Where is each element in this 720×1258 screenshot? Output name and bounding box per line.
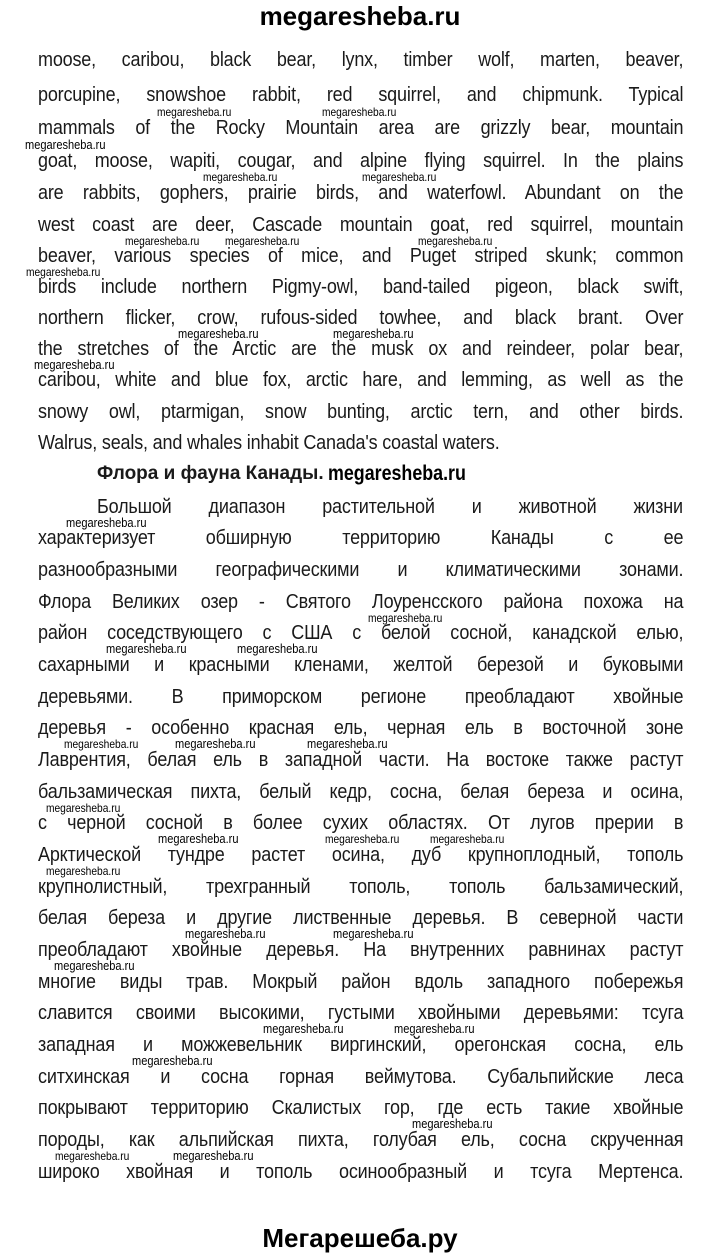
- text-line: goat, moose, wapiti, cougar, and alpine flying squirrel. In the plains: [38, 150, 684, 172]
- text-line: snowy owl, ptarmigan, snow bunting, arctic tern, and other birds.: [38, 401, 684, 423]
- text-line: the stretches of the Arctic are the musk ox and reindeer, polar bear,: [38, 338, 684, 360]
- text-line: Флора Великих озер - Святого Лоуренсского района похожа на: [38, 591, 684, 613]
- text-line: birds include northern Pigmy-owl, band-tailed pigeon, black swift,: [38, 276, 684, 298]
- watermark: megaresheba.ru: [225, 234, 300, 248]
- text-line: porcupine, snowshoe rabbit, red squirrel, and chipmunk. Typical: [38, 84, 684, 106]
- text-line: западная и можжевельник виргинский, орегонская сосна, ель: [38, 1034, 684, 1056]
- watermark: megaresheba.ru: [237, 641, 318, 656]
- text-line: ситхинская и сосна горная веймутова. Субальпийские леса: [38, 1066, 684, 1088]
- watermark: megaresheba.ru: [132, 1053, 213, 1068]
- watermark: megaresheba.ru: [25, 137, 106, 152]
- text-line: характеризует обширную территорию Канады с ее: [38, 527, 684, 549]
- watermark: megaresheba.ru: [185, 926, 266, 941]
- watermark: megaresheba.ru: [394, 1021, 475, 1036]
- text-line: Большой диапазон растительной и животной жизни: [97, 496, 683, 518]
- watermark: megaresheba.ru: [173, 1148, 254, 1163]
- watermark: megaresheba.ru: [328, 462, 466, 485]
- text-line: породы, как альпийская пихта, голубая ель, сосна скрученная: [38, 1129, 684, 1151]
- text-line: с черной сосной в более сухих областях. От лугов прерии в: [38, 812, 684, 834]
- text-line: деревья - особенно красная ель, черная ель в восточной зоне: [38, 717, 684, 739]
- watermark: megaresheba.ru: [34, 357, 115, 372]
- text-line: крупнолистный, трехгранный тополь, тополь бальзамический,: [38, 876, 684, 898]
- watermark: megaresheba.ru: [430, 832, 505, 846]
- text-line: moose, caribou, black bear, lynx, timber wolf, marten, beaver,: [38, 49, 684, 71]
- watermark: megaresheba.ru: [125, 234, 200, 248]
- text-line: northern flicker, crow, rufous-sided towhee, and black brant. Over: [38, 307, 684, 329]
- watermark: megaresheba.ru: [178, 326, 259, 341]
- watermark: megaresheba.ru: [418, 234, 493, 248]
- watermark: megaresheba.ru: [46, 864, 121, 878]
- watermark: megaresheba.ru: [333, 326, 414, 341]
- watermark: megaresheba.ru: [26, 265, 101, 279]
- site-footer: Мегарешеба.ру: [262, 1223, 458, 1253]
- text-line: Walrus, seals, and whales inhabit Canada's coastal waters.: [38, 432, 500, 454]
- watermark: megaresheba.ru: [368, 611, 443, 625]
- watermark: megaresheba.ru: [333, 926, 414, 941]
- watermark: megaresheba.ru: [322, 105, 397, 119]
- watermark: megaresheba.ru: [307, 736, 388, 751]
- text-line: широко хвойная и тополь осинообразный и тсуга Мертенса.: [38, 1161, 684, 1183]
- text-line: beaver, various species of mice, and Puget striped skunk; common: [38, 245, 684, 267]
- text-line: деревьями. В приморском регионе преобладают хвойные: [38, 686, 684, 708]
- watermark: megaresheba.ru: [157, 105, 232, 119]
- site-header: megaresheba.ru: [259, 1, 461, 31]
- watermark: megaresheba.ru: [46, 801, 121, 815]
- text-line: mammals of the Rocky Mountain area are grizzly bear, mountain: [38, 117, 684, 139]
- text-line: разнообразными географическими и климатическими зонами.: [38, 559, 684, 581]
- watermark: megaresheba.ru: [106, 641, 187, 656]
- watermark: megaresheba.ru: [203, 170, 278, 184]
- watermark: megaresheba.ru: [412, 1116, 493, 1131]
- watermark: megaresheba.ru: [263, 1021, 344, 1036]
- text-line: бальзамическая пихта, белый кедр, сосна, белая береза и осина,: [38, 781, 684, 803]
- text-line: west coast are deer, Cascade mountain goat, red squirrel, mountain: [38, 214, 684, 236]
- watermark: megaresheba.ru: [325, 832, 400, 846]
- text-line: район соседствующего с США с белой сосной, канадской елью,: [38, 622, 684, 644]
- text-line: преобладают хвойные деревья. На внутренних равнинах растут: [38, 939, 684, 961]
- watermark: megaresheba.ru: [55, 1149, 130, 1163]
- text-line: славится своими высокими, густыми хвойными деревьями: тсуга: [38, 1002, 684, 1024]
- text-line: are rabbits, gophers, prairie birds, and waterfowl. Abundant on the: [38, 182, 684, 204]
- text-line: Арктической тундре растет осина, дуб крупноплодный, тополь: [38, 844, 684, 866]
- text-line: белая береза и другие лиственные деревья. В северной части: [38, 907, 684, 929]
- watermark: megaresheba.ru: [175, 736, 256, 751]
- watermark: megaresheba.ru: [362, 170, 437, 184]
- watermark: megaresheba.ru: [66, 515, 147, 530]
- text-line: Лаврентия, белая ель в западной части. На востоке также растут: [38, 749, 684, 771]
- watermark: megaresheba.ru: [64, 737, 139, 751]
- text-line: покрывают территорию Скалистых гор, где есть такие хвойные: [38, 1097, 684, 1119]
- text-line: caribou, white and blue fox, arctic hare, and lemming, as well as the: [38, 369, 684, 391]
- watermark: megaresheba.ru: [158, 831, 239, 846]
- text-line: многие виды трав. Мокрый район вдоль западного побережья: [38, 971, 684, 993]
- text-line: сахарными и красными кленами, желтой березой и буковыми: [38, 654, 684, 676]
- section-heading: Флора и фауна Канады.: [97, 463, 324, 484]
- watermark: megaresheba.ru: [54, 958, 135, 973]
